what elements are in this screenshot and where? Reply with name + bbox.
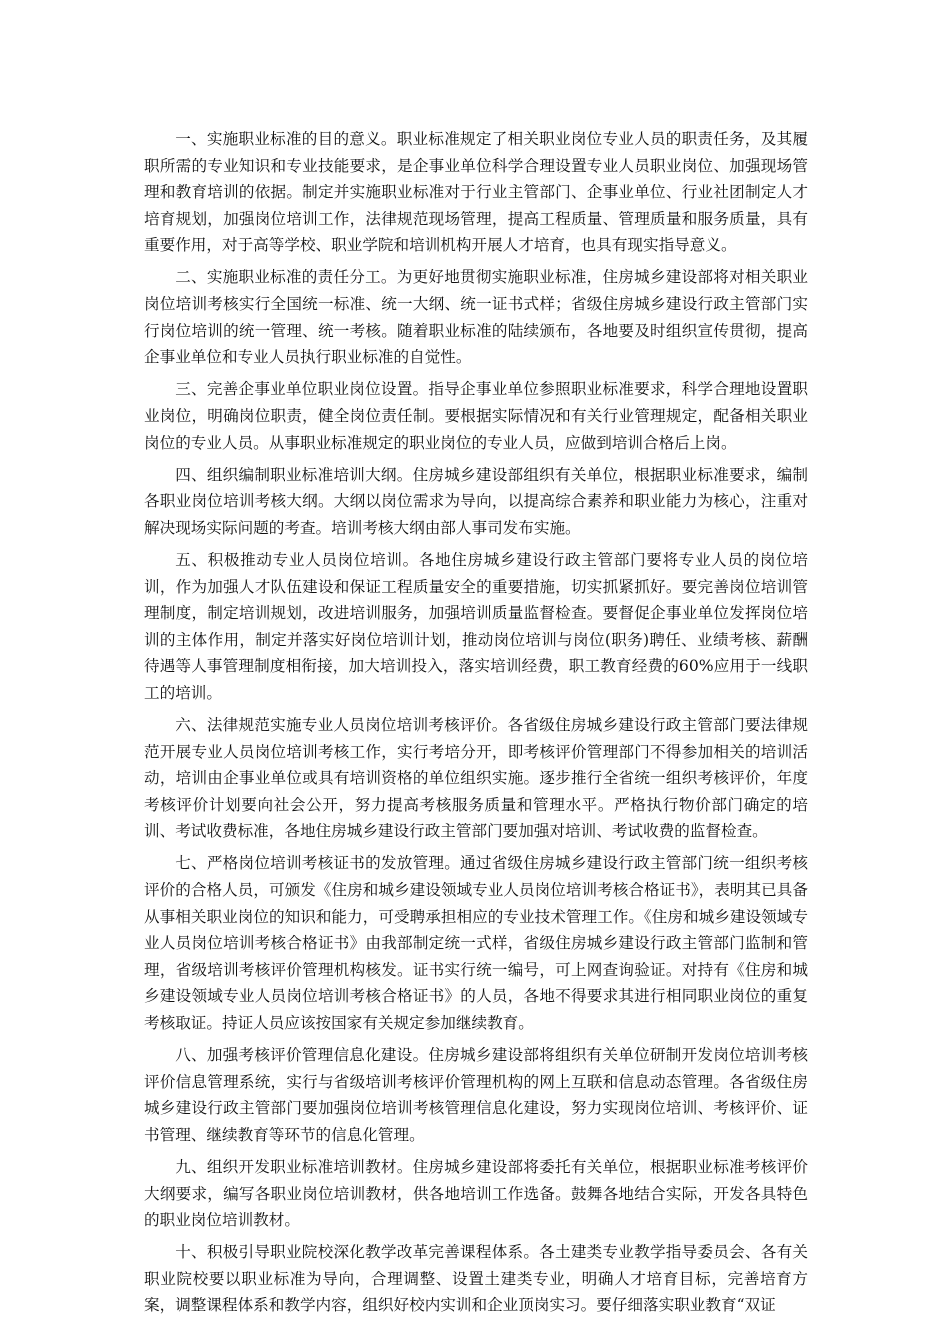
document-body: [144, 126, 808, 1325]
paragraph-8: 八、加强考核评价管理信息化建设。住房城乡建设部将组织有关单位研制开发岗位培训考核评价信息管理系统，实行与省级培训考核评价管理机构的网上互联和信息动态管理。各省级住房城乡建设行政主管部门要加强岗位培训考核管理信息化建设，努力实现岗位培训、考核评价、证书管理、继续教育等环节的信息化管理。: [144, 1046, 808, 1144]
paragraph-10: 十、积极引导职业院校深化教学改革完善课程体系。各土建类专业教学指导委员会、各有关职业院校要以职业标准为导向，合理调整、设置土建类专业，明确人才培育目标，完善培育方案，调整课程体系和教学内容，组织好校内实训和企业顶岗实习。要仔细落实职业教育“双证: [144, 1243, 808, 1315]
paragraph-2: 二、实施职业标准的责任分工。为更好地贯彻实施职业标准，住房城乡建设部将对相关职业岗位培训考核实行全国统一标准、统一大纲、统一证书式样；省级住房城乡建设行政主管部门实行岗位培训的统一管理、统一考核。随着职业标准的陆续颁布，各地要及时组织宣传贯彻，提高企事业单位和专业人员执行职业标准的自觉性。: [144, 268, 808, 367]
paragraph-4: 四、组织编制职业标准培训大纲。住房城乡建设部组织有关单位，根据职业标准要求，编制各职业岗位培训考核大纲。大纲以岗位需求为导向，以提高综合素养和职业能力为核心，注重对解决现场实际问题的考查。培训考核大纲由部人事司发布实施。: [144, 465, 808, 537]
paragraph-1: 一、实施职业标准的目的意义。职业标准规定了相关职业岗位专业人员的职责任务，及其履职所需的专业知识和专业技能要求，是企事业单位科学合理设置专业人员职业岗位、加强现场管理和教育培训的依据。制定并实施职业标准对于行业主管部门、企事业单位、行业社团制定人才培育规划，加强岗位培训工作，法律规范现场管理，提高工程质量、管理质量和服务质量，具有重要作用，对于高等学校、职业学院和培训机构开展人才培育，也具有现实指导意义。: [144, 130, 808, 255]
paragraph-6: 六、法律规范实施专业人员岗位培训考核评价。各省级住房城乡建设行政主管部门要法律规范开展专业人员岗位培训考核工作，实行考培分开，即考核评价管理部门不得参加相关的培训活动，培训由企事业单位或具有培训资格的单位组织实施。逐步推行全省统一组织考核评价，年度考核评价计划要向社会公开，努力提高考核服务质量和管理水平。严格执行物价部门确定的培训、考试收费标准，各地住房城乡建设行政主管部门要加强对培训、考试收费的监督检查。: [144, 715, 808, 841]
paragraph-3: 三、完善企事业单位职业岗位设置。指导企事业单位参照职业标准要求，科学合理地设置职业岗位，明确岗位职责，健全岗位责任制。要根据实际情况和有关行业管理规定，配备相关职业岗位的专业人员。从事职业标准规定的职业岗位的专业人员，应做到培训合格后上岗。: [144, 380, 808, 452]
paragraph-9: 九、组织开发职业标准培训教材。住房城乡建设部将委托有关单位，根据职业标准考核评价大纲要求，编写各职业岗位培训教材，供各地培训工作选备。鼓舞各地结合实际，开发各具特色的职业岗位培训教材。: [144, 1157, 808, 1230]
paragraph-5: 五、积极推动专业人员岗位培训。各地住房城乡建设行政主管部门要将专业人员的岗位培训，作为加强人才队伍建设和保证工程质量安全的重要措施，切实抓紧抓好。要完善岗位培训管理制度，制定培训规划，改进培训服务，加强培训质量监督检查。要督促企事业单位发挥岗位培训的主体作用，制定并落实好岗位培训计划，推动岗位培训与岗位(职务)聘任、业绩考核、薪酬待遇等人事管理制度相衔接，加大培训投入，落实培训经费，职工教育经费的60%应用于一线职工的培训。: [144, 550, 808, 702]
paragraph-7: 七、严格岗位培训考核证书的发放管理。通过省级住房城乡建设行政主管部门统一组织考核评价的合格人员，可颁发《住房和城乡建设领域专业人员岗位培训考核合格证书》，表明其已具备从事相关职业岗位的知识和能力，可受聘承担相应的专业技术管理工作。《住房和城乡建设领域专业人员岗位培训考核合格证书》由我部制定统一式样，省级住房城乡建设行政主管部门监制和管理，省级培训考核评价管理机构核发。证书实行统一编号，可上网查询验证。对持有《住房和城乡建设领域专业人员岗位培训考核合格证书》的人员，各地不得要求其进行相同职业岗位的重复考核取证。持证人员应该按国家有关规定参加继续教育。: [144, 854, 808, 1032]
